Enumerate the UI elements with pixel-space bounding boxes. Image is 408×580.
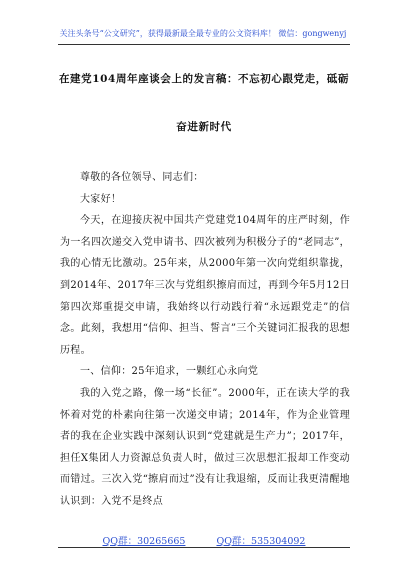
- footer-qq-group-1[interactable]: QQ群：30265665: [102, 536, 186, 547]
- salutation: 尊敬的各位领导、同志们：: [80, 172, 204, 183]
- paragraph-journey: 我的入党之路，像一场“长征”。2000年，正在读大学的我怀着对党的朴素向往第一次递交申请；2014年，作为企业管理者的我在企业实践中深刻认识到“党建就是生产力”；2017年，担任X集团人力资源总负责人时，做过三次思想汇报却工作变动而错过。三次入党“擦肩而过”没有让我退缩，反而让我更清醒地认识到：入党不是终点: [60, 387, 350, 507]
- footer-divider: [58, 547, 350, 548]
- greeting: 大家好！: [80, 193, 122, 205]
- paragraph-intro: 今天，在迎接庆祝中国共产党建党104周年的庄严时刻，作为一名四次递交入党申请书、四次被列为积极分子的“老同志”，我的心情无比激动。25年来，从2000年第一次向党组织靠拢，到2014年、2017年三次与党组织擦肩而过，再到今年5月12日第四次郑重提交申请，我始终以行动践行着“永远跟党走”的信念。此刻，我想用“信仰、担当、誓言”三个关键词汇报我的思想历程。: [60, 215, 350, 356]
- document-body: [60, 167, 350, 513]
- header-divider: [58, 44, 350, 45]
- document-title-line-1: 在建党104周年座谈会上的发言稿：不忘初心跟党走，砥砺: [58, 73, 350, 85]
- header-promo-text: 关注头条号“公文研究”，获得最新最全最专业的公文资料库！ 微信：gongwenyj: [59, 29, 347, 38]
- document-title-line-2: 奋进新时代: [176, 121, 232, 133]
- section-heading-faith: 一、信仰：25年追求，一颗红心永向党: [80, 366, 259, 378]
- footer-qq-groups: [58, 533, 350, 547]
- footer-qq-group-2[interactable]: QQ群：535304092: [216, 536, 306, 547]
